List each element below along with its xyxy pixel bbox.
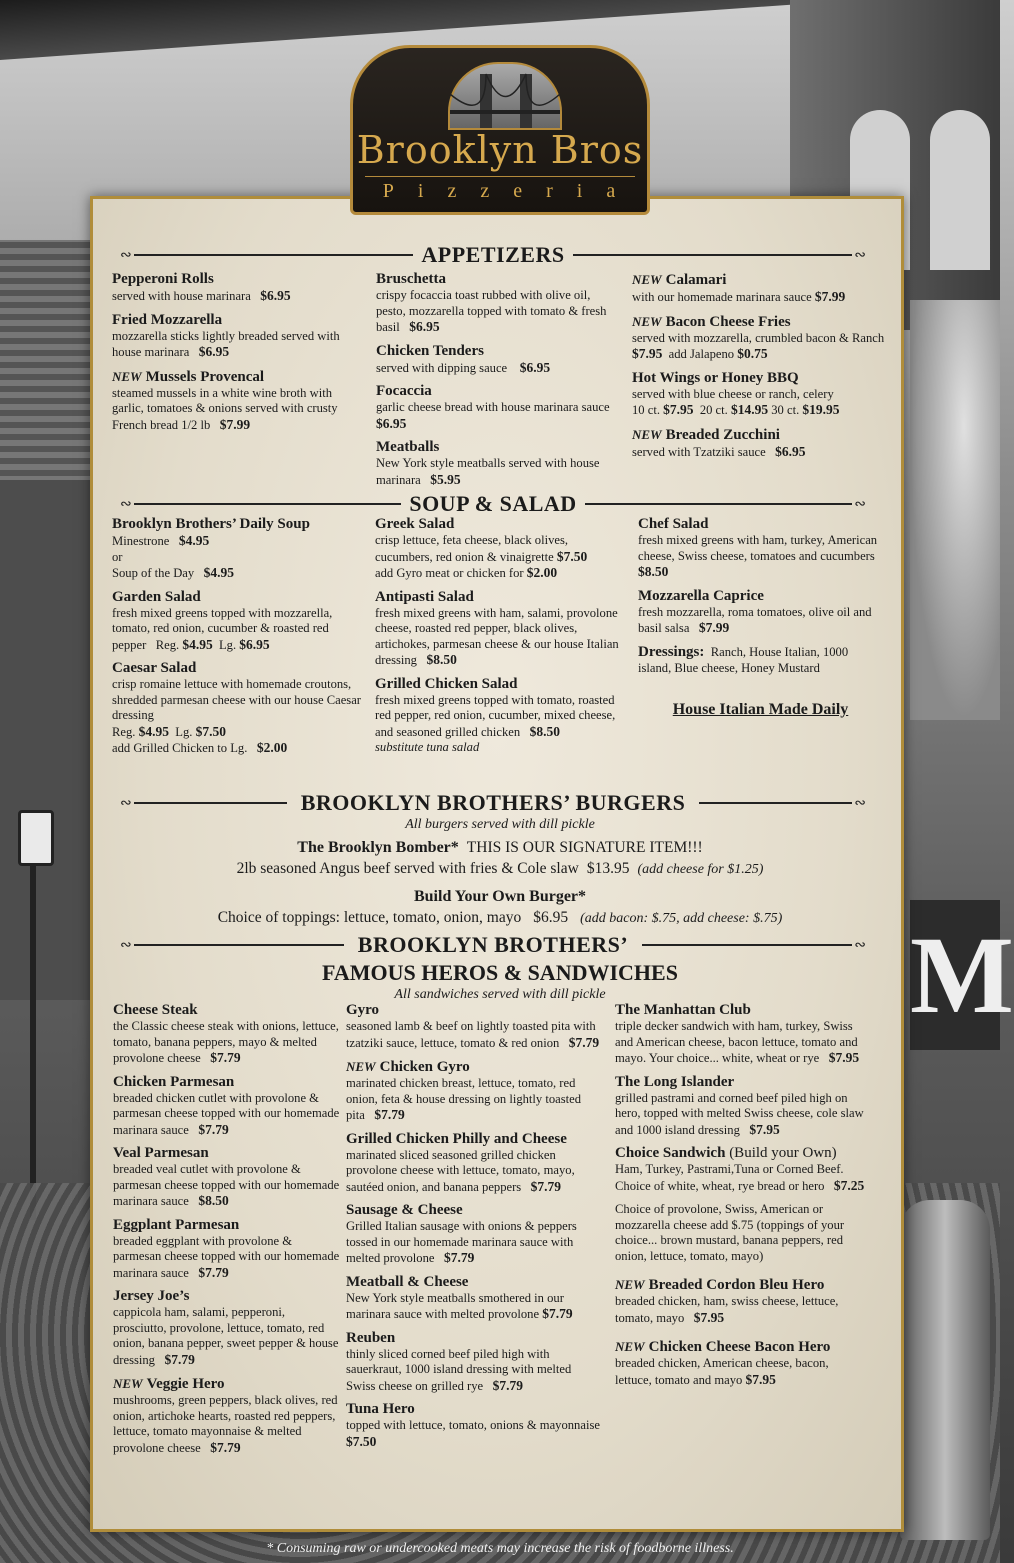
item-name: Garden Salad [112,588,201,605]
item-name: The Long Islander [615,1073,735,1090]
item-desc: served with blue cheese or ranch, celery [632,386,834,401]
item-name: Breaded Zucchini [665,426,780,443]
topping-note: (add bacon: $.75, add cheese: $.75) [580,911,783,926]
heros-header [118,932,868,958]
or-text: or [112,549,123,564]
item-name: Caesar Salad [112,660,197,676]
appetizers-header [118,242,868,268]
menu-item [112,660,362,757]
item-desc: fresh mixed greens with ham, salami, provolone cheese, roasted red pepper, black olives, artichokes, parmesan cheese & our house Italian dressing [375,605,619,667]
substitute-note: substitute tuna salad [375,740,480,754]
logo-divider [365,176,635,177]
menu-item [615,1074,865,1139]
menu-item [632,370,887,419]
item-desc: Ham, Turkey, Pastrami,Tuna or Corned Beef. Choice of white, wheat, rye bread or hero [615,1162,844,1193]
bomber-desc-line [100,860,900,878]
item-name: Antipasti Salad [375,588,474,605]
logo [350,45,650,215]
section-title: APPETIZERS [421,242,565,267]
item-price: $4.95 [203,565,235,580]
divider-line [134,254,414,256]
lamp-head-image [18,810,54,866]
item-desc: marinated chicken breast, lettuce, tomato, red onion, feta & house dressing on lightly toasted pita [346,1076,582,1122]
item-desc: crisp lettuce, feta cheese, black olives, cucumbers, red onion & vinaigrette [375,533,569,564]
item-name: The Manhattan Club [615,1002,751,1018]
item-price: $8.50 [198,1193,229,1208]
item-desc: thinly sliced corned beef piled high with sauerkraut, 1000 island dressing with melted Swiss cheese on grilled rye [346,1346,572,1393]
menu-item [346,1401,602,1450]
item-name: Veal Parmesan [113,1145,209,1161]
new-badge: NEW [113,1376,143,1391]
menu-item [375,516,625,582]
item-name: Pepperoni Rolls [112,271,214,287]
menu-item [113,1002,341,1067]
bridge-arch [930,110,990,270]
item-title [113,1375,341,1393]
item-price: $7.95 [632,346,663,361]
section-title: BROOKLYN BROTHERS’ [357,932,629,957]
menu-item [346,1330,602,1395]
menu-item [632,271,887,306]
item-desc: crispy focaccia toast rubbed with olive oil, pesto, mozzarella topped with tomato & fresh basil [376,288,607,334]
item-name: Hot Wings or Honey BBQ [632,369,799,386]
item-price: $7.99 [814,289,846,304]
menu-item [376,271,616,336]
divider-line [585,503,853,505]
item-name: Tuna Hero [346,1401,415,1417]
menu-item [113,1288,341,1368]
item-price: $7.79 [568,1034,600,1050]
item-price: $19.95 [802,402,840,417]
dressings-list: Ranch, House Italian, 1000 island, Blue cheese, Honey Mustard [638,644,849,675]
heros-col2 [346,1002,602,1457]
add-on: add Grilled Chicken to Lg. [112,741,248,755]
soup-salad-header [118,491,868,517]
item-name: Greek Salad [375,516,455,532]
divider-line [573,254,853,256]
item-desc: served with house marinara [112,289,251,303]
item-desc: Grilled Italian sausage with onions & peppers tossed in our homemade marinara sauce with melted provolone [346,1219,577,1265]
menu-item [615,1276,865,1326]
item-name-extra: (Build your Own) [729,1145,837,1161]
signature-tag: THIS IS OUR SIGNATURE ITEM!!! [466,839,703,856]
section-title: SOUP & SALAD [409,491,577,516]
item-price: $2.00 [526,565,558,580]
item-price: $6.95 [409,319,440,334]
burgers-header [118,790,868,816]
item-desc: 2lb seasoned Angus beef served with fries & Cole slaw [236,860,579,877]
item-desc: seasoned lamb & beef on lightly toasted pita with tzatziki sauce, lettuce, tomato & red onion [346,1019,596,1050]
menu-item [112,312,362,361]
item-name: Meatball & Cheese [346,1273,469,1290]
item-desc: topped with lettuce, tomato, onions & mayonnaise [346,1418,600,1432]
heros-title-line2: FAMOUS HEROS & SANDWICHES [322,960,678,985]
item-desc: New York style meatballs served with house marinara [376,456,600,487]
menu-item [376,439,616,488]
heros-subtitle: All sandwiches served with dill pickle [394,987,606,1002]
build-burger-line [100,888,900,906]
item-desc: with our homemade marinara sauce [632,290,812,304]
item-name: Calamari [665,272,727,288]
item-price: $7.99 [219,416,251,432]
menu-item [346,1274,602,1323]
building-image [0,480,90,1000]
menu-item [346,1131,602,1196]
new-badge: NEW [632,426,662,442]
menu-item [113,1217,341,1282]
item-desc: breaded chicken, ham, swiss cheese, lettuce, tomato, mayo [615,1294,839,1325]
item-desc: mozzarella sticks lightly breaded served with house marinara [112,328,340,359]
ornament-icon: ∾ [120,496,132,512]
item-price: $7.79 [542,1306,573,1321]
item-price: $4.95 [138,723,169,739]
logo-name: Brooklyn Bros [356,128,644,172]
new-badge: NEW [632,313,662,329]
item-title [346,1058,602,1076]
dressings-label: Dressings: [638,643,705,660]
item-price: $7.79 [164,1351,195,1367]
heros-col3 [615,1002,865,1395]
item-desc: fresh mixed greens topped with tomato, roasted red pepper, red onion, cucumber, mixed cheese, and seasoned grilled chicken [375,692,616,739]
divider-line [699,802,852,804]
item-desc: steamed mussels in a white wine broth with garlic, tomatoes & onions served with crusty French bread 1/2 lb [112,385,338,432]
item-title [615,1145,865,1162]
item-price: $6.95 [533,909,569,926]
menu-item [615,1338,865,1388]
menu-item [615,1145,865,1264]
new-badge: NEW [632,272,662,287]
item-price: $7.95 [828,1050,860,1065]
divider-line [642,944,852,946]
item-desc: breaded chicken cutlet with provolone & parmesan cheese topped with our homemade marinara sauce [113,1090,340,1137]
build-desc-line [100,909,900,927]
bridge-icon [448,62,562,130]
divider-line [134,944,344,946]
item-name: Brooklyn Brothers’ Daily Soup [112,516,310,532]
item-price: $7.79 [210,1050,241,1065]
item-name: Chicken Tenders [376,342,484,359]
fire-hydrant-image [900,1200,990,1540]
item-name: Grilled Chicken Philly and Cheese [346,1130,567,1147]
item-name: Chicken Gyro [379,1059,470,1075]
item-price: $7.50 [556,548,588,564]
item-desc: cappicola ham, salami, pepperoni, prosciutto, provolone, lettuce, tomato, red onion, banana pepper, sweet pepper & house dressing [113,1305,339,1367]
item-name: Breaded Cordon Bleu Hero [648,1277,825,1293]
menu-item [376,383,616,432]
item-price: $8.50 [529,723,560,739]
item-name: Meatballs [376,439,440,455]
item-price: $14.95 [730,402,769,417]
ornament-icon: ∾ [854,795,867,811]
item-name: Chicken Parmesan [113,1073,235,1090]
item-desc: garlic cheese bread with house marinara sauce [376,400,610,414]
item-desc: New York style meatballs smothered in our marinara sauce with melted provolone [346,1290,564,1321]
item-price: $6.95 [260,288,291,303]
menu-item [375,676,625,756]
item-price: $7.79 [530,1178,562,1194]
item-name: Chicken Cheese Bacon Hero [648,1339,831,1355]
soup-col2 [375,516,625,763]
item-name: Grilled Chicken Salad [375,675,518,692]
item-name: Eggplant Parmesan [113,1216,240,1233]
item-price: $7.79 [198,1121,229,1137]
item-price: $6.95 [239,636,270,652]
item-title [632,426,887,444]
item-name: Veggie Hero [146,1376,225,1392]
statue-of-liberty-image [910,300,1000,720]
menu-item [112,589,362,654]
item-price: $7.99 [698,620,730,635]
footer-disclaimer: * Consuming raw or undercooked meats may increase the risk of foodborne illness. [266,1541,734,1556]
item-extra-price: $0.75 [737,346,768,361]
item-desc: served with dipping sauce [376,360,508,375]
item-title [112,368,362,386]
item-price: $6.95 [376,415,407,431]
street-lamp-image [30,820,36,1220]
item-desc: breaded veal cutlet with provolone & parmesan cheese topped with our homemade marinara sauce [113,1162,340,1208]
size-label: Reg. [155,637,180,652]
logo-subtitle: Pizzeria [382,180,640,202]
item-price: $7.95 [749,1121,780,1137]
item-price: $13.95 [586,860,630,877]
sign-letter: M [910,900,1000,1050]
item-price: $8.50 [638,564,669,579]
item-desc: breaded eggplant with provolone & parmesan cheese topped with our homemade marinara sauce [113,1233,340,1280]
item-desc: breaded chicken, American cheese, bacon, lettuce, tomato and mayo [615,1356,829,1387]
item-price: $8.50 [426,652,457,667]
item-name: Bacon Cheese Fries [665,313,791,330]
item-price: $7.79 [374,1107,405,1122]
item-price: $6.95 [519,359,551,375]
item-desc: mushrooms, green peppers, black olives, red onion, artichoke hearts, roasted red peppers, lettuce, tomato mayonnaise & melted provolone cheese [113,1393,338,1455]
soup-line: Minestrone [112,534,170,548]
item-price: $7.50 [346,1433,377,1449]
item-name: Jersey Joe’s [113,1288,190,1304]
item-extra: add Jalapeno [668,347,735,361]
cheese-note: (add cheese for $1.25) [637,862,764,877]
item-title [632,313,887,331]
dressings [638,644,883,677]
menu-item [346,1202,602,1267]
item-name: Mussels Provencal [145,368,265,385]
item-price: $6.95 [775,443,806,459]
item-name: Build Your Own Burger* [413,888,587,905]
menu-item [112,271,362,305]
item-title [632,271,887,289]
appetizers-col2 [376,271,616,495]
item-price: $7.79 [492,1377,523,1393]
item-desc: crisp romaine lettuce with homemade croutons, shredded parmesan cheese with our house Caesar dressing [112,677,361,722]
wing-count: 20 ct. [699,403,728,417]
add-on: add Gyro meat or chicken for [375,566,524,580]
item-name: Gyro [346,1002,380,1018]
soup-col3 [638,516,883,718]
menu-item [112,368,362,434]
menu-item [113,1145,341,1210]
item-price: $7.79 [210,1439,241,1455]
item-name: Reuben [346,1329,396,1346]
size-label: Reg. [112,724,136,739]
menu-item [632,426,887,461]
soup-col1 [112,516,362,764]
burgers-subtitle: All burgers served with dill pickle [405,817,595,832]
item-desc: triple decker sandwich with ham, turkey, Swiss and American cheese, bacon lettuce, tomato and mayo. Your choice... white, wheat or rye [615,1019,858,1065]
soup-line: Soup of the Day [112,566,195,580]
item-desc: fresh mixed greens with ham, turkey, American cheese, Swiss cheese, tomatoes and cucumbers [638,533,878,563]
item-price: $7.95 [745,1371,776,1387]
item-desc: fresh mixed greens topped with mozzarella, tomato, red onion, cucumber & roasted red pepper [112,605,333,652]
menu-item [113,1074,341,1139]
menu-item [346,1058,602,1124]
item-name: Mozzarella Caprice [638,587,764,604]
item-name: Bruschetta [376,271,446,287]
item-title [615,1338,865,1356]
item-price: $7.95 [693,1309,725,1325]
new-badge: NEW [615,1277,645,1292]
item-price: $7.25 [833,1177,865,1193]
size-label: Lg. [218,637,237,652]
item-desc: fresh mozzarella, roma tomatoes, olive oil and basil salsa [638,604,872,635]
item-price: $6.95 [198,344,230,359]
menu-item [638,588,883,637]
appetizers-col3 [632,271,887,467]
item-name: Chef Salad [638,516,709,532]
menu-item [638,516,883,581]
ornament-icon: ∾ [854,247,866,263]
item-name: Choice Sandwich [615,1145,726,1161]
menu-item [615,1002,865,1067]
menu-item [112,516,362,582]
item-price: $7.95 [663,402,694,417]
item-name: Fried Mozzarella [112,311,223,328]
item-price: $7.50 [195,723,226,739]
item-name: Cheese Steak [113,1002,198,1018]
divider-line [134,503,402,505]
menu-item [113,1375,341,1456]
section-title: BROOKLYN BROTHERS’ BURGERS [300,790,686,815]
ornament-icon: ∾ [120,247,132,263]
new-badge: NEW [615,1339,645,1354]
bomber-line [100,839,900,857]
item-price: $4.95 [182,636,213,652]
heros-col1 [113,1002,341,1463]
item-desc: served with mozzarella, crumbled bacon & Ranch [632,330,885,345]
ornament-icon: ∾ [854,937,867,953]
menu-item [376,343,616,377]
skyline-image [0,240,90,500]
choice-note: Choice of provolone, Swiss, American or mozzarella cheese add $.75 (toppings of your choice... brown mustard, banana peppers, red onion, lettuce, tomato, mayo) [615,1202,845,1263]
appetizers-col1 [112,271,362,440]
menu-item [632,313,887,363]
item-desc: marinated sliced seasoned grilled chicken provolone cheese with lettuce, tomato, mayo, sautéed onion, and banana peppers [346,1147,575,1194]
house-italian-note: House Italian Made Daily [672,701,849,718]
item-title [615,1276,865,1294]
item-name: Sausage & Cheese [346,1202,463,1218]
divider-line [134,802,287,804]
item-desc: grilled pastrami and corned beef piled high on hero, topped with melted Swiss cheese, cole slaw and 1000 island dressing [615,1090,864,1137]
item-price: $7.79 [198,1264,229,1280]
item-name: The Brooklyn Bomber* [297,839,459,856]
menu-item [375,589,625,669]
item-price: $5.95 [430,471,461,487]
ornament-icon: ∾ [854,496,867,512]
wing-count: 10 ct. [632,403,660,417]
item-desc: served with Tzatziki sauce [632,444,766,459]
new-badge: NEW [112,368,142,384]
ornament-icon: ∾ [120,795,132,811]
new-badge: NEW [346,1059,376,1074]
item-price: $4.95 [178,533,210,548]
item-name: Focaccia [376,383,432,399]
item-desc: Choice of toppings: lettuce, tomato, onion, mayo [217,909,522,926]
item-price: $7.79 [443,1250,475,1265]
menu-item [346,1002,602,1051]
item-desc: the Classic cheese steak with onions, lettuce, tomato, banana peppers, mayo & melted provolone cheese [113,1019,339,1065]
ornament-icon: ∾ [120,937,132,953]
wing-count: 30 ct. [771,403,800,417]
item-price: $2.00 [256,740,288,755]
size-label: Lg. [175,724,193,739]
